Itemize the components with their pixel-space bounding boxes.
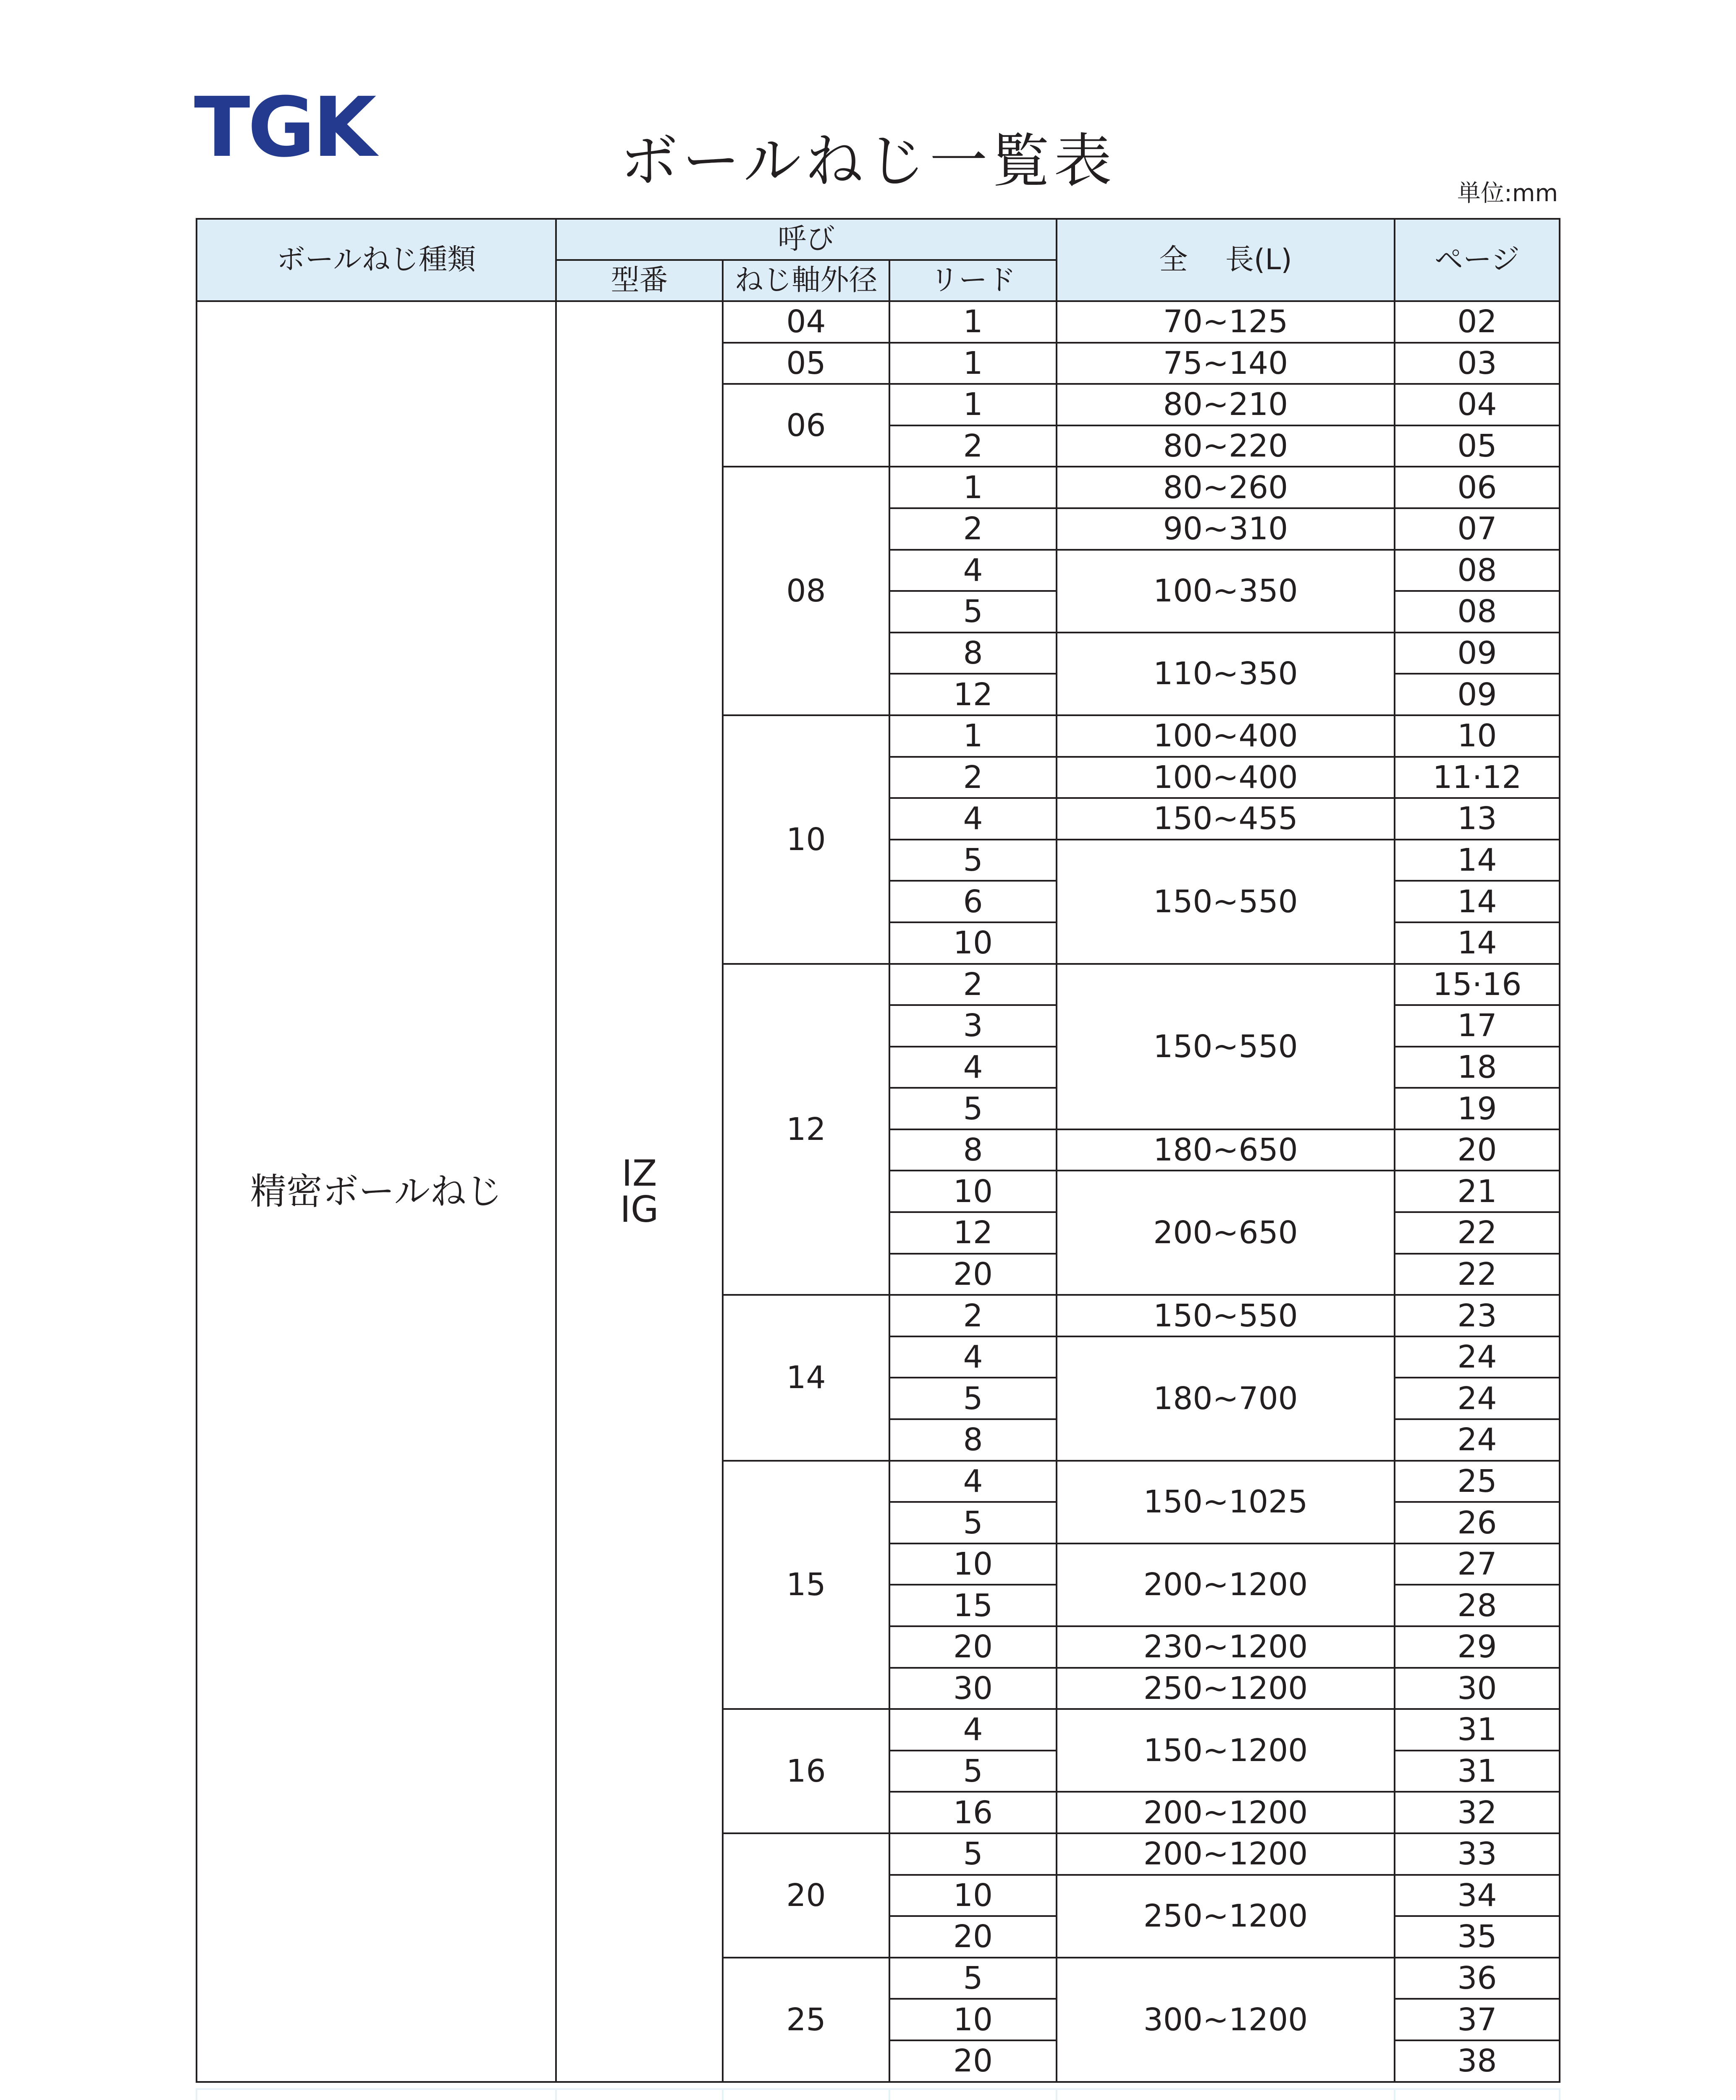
header-page: ページ xyxy=(1395,219,1560,301)
gap-cell xyxy=(889,2089,1057,2100)
lead-cell: 5 xyxy=(889,1751,1057,1792)
page-cell: 17 xyxy=(1395,1005,1560,1047)
lead-cell: 3 xyxy=(889,1005,1057,1047)
length-cell: 100~400 xyxy=(1057,757,1395,798)
page-cell: 26 xyxy=(1395,1502,1560,1544)
gap-cell xyxy=(1395,2089,1560,2100)
lead-cell: 5 xyxy=(889,1958,1057,1999)
lead-cell: 4 xyxy=(889,1336,1057,1378)
page-cell: 05 xyxy=(1395,425,1560,467)
diameter-cell: 20 xyxy=(723,1833,889,1958)
diameter-cell: 10 xyxy=(723,715,889,964)
page-cell: 09 xyxy=(1395,633,1560,674)
page-cell: 14 xyxy=(1395,881,1560,922)
header-type: ボールねじ種類 xyxy=(197,219,556,301)
length-cell: 180~650 xyxy=(1057,1129,1395,1171)
length-cell: 80~260 xyxy=(1057,467,1395,508)
diameter-cell: 14 xyxy=(723,1295,889,1460)
type-cell: 精密ボールねじ xyxy=(197,301,556,2082)
header-lead: リード xyxy=(889,260,1057,301)
length-cell: 250~1200 xyxy=(1057,1668,1395,1709)
lead-cell: 20 xyxy=(889,1626,1057,1668)
lead-cell: 20 xyxy=(889,2040,1057,2082)
length-cell: 200~1200 xyxy=(1057,1792,1395,1833)
diameter-cell: 15 xyxy=(723,1461,889,1709)
lead-cell: 2 xyxy=(889,964,1057,1005)
length-cell: 150~550 xyxy=(1057,964,1395,1129)
model-cell: IZ IG xyxy=(556,301,723,2082)
header-model: 型番 xyxy=(556,260,723,301)
page-cell: 30 xyxy=(1395,1668,1560,1709)
page-cell: 14 xyxy=(1395,840,1560,881)
lead-cell: 12 xyxy=(889,674,1057,715)
page-cell: 24 xyxy=(1395,1336,1560,1378)
page-cell: 38 xyxy=(1395,2040,1560,2082)
lead-cell: 4 xyxy=(889,1047,1057,1088)
length-cell: 300~1200 xyxy=(1057,1958,1395,2082)
page-cell: 06 xyxy=(1395,467,1560,508)
lead-cell: 2 xyxy=(889,757,1057,798)
page-cell: 22 xyxy=(1395,1212,1560,1254)
gap-cell xyxy=(1057,2089,1395,2100)
page-title: ボールねじ一覧表 xyxy=(620,127,1116,195)
page-cell: 24 xyxy=(1395,1378,1560,1419)
page-cell: 31 xyxy=(1395,1751,1560,1792)
lead-cell: 12 xyxy=(889,1212,1057,1254)
length-cell: 80~220 xyxy=(1057,425,1395,467)
page-cell: 24 xyxy=(1395,1419,1560,1461)
page-cell: 15·16 xyxy=(1395,964,1560,1005)
lead-cell: 1 xyxy=(889,715,1057,757)
diameter-cell: 06 xyxy=(723,384,889,467)
length-cell: 110~350 xyxy=(1057,633,1395,715)
header-length: 全 長(L) xyxy=(1057,219,1395,301)
table-row xyxy=(197,301,1560,343)
page-cell: 19 xyxy=(1395,1088,1560,1129)
length-cell: 250~1200 xyxy=(1057,1875,1395,1958)
lead-cell: 1 xyxy=(889,301,1057,343)
tgk-logo: TGK xyxy=(194,80,374,176)
table-gap xyxy=(196,2088,1560,2100)
diameter-cell: 08 xyxy=(723,467,889,715)
lead-cell: 4 xyxy=(889,550,1057,591)
length-cell: 150~550 xyxy=(1057,840,1395,964)
lead-cell: 1 xyxy=(889,384,1057,425)
lead-cell: 4 xyxy=(889,1709,1057,1751)
page-cell: 37 xyxy=(1395,1999,1560,2040)
page-cell: 25 xyxy=(1395,1461,1560,1502)
lead-cell: 5 xyxy=(889,1502,1057,1544)
gap-cell xyxy=(197,2089,556,2100)
length-cell: 200~1200 xyxy=(1057,1833,1395,1875)
page-cell: 08 xyxy=(1395,591,1560,633)
page-cell: 08 xyxy=(1395,550,1560,591)
page-cell: 03 xyxy=(1395,343,1560,384)
lead-cell: 16 xyxy=(889,1792,1057,1833)
lead-cell: 10 xyxy=(889,922,1057,964)
length-cell: 150~550 xyxy=(1057,1295,1395,1336)
diameter-cell: 12 xyxy=(723,964,889,1295)
ball-screw-rows xyxy=(197,301,1560,2082)
page-cell: 29 xyxy=(1395,1626,1560,1668)
page-cell: 20 xyxy=(1395,1129,1560,1171)
lead-cell: 5 xyxy=(889,591,1057,633)
unit-note: 単位:mm xyxy=(1457,180,1558,207)
page-cell: 04 xyxy=(1395,384,1560,425)
lead-cell: 4 xyxy=(889,1461,1057,1502)
page-cell: 21 xyxy=(1395,1171,1560,1212)
page-cell: 31 xyxy=(1395,1709,1560,1751)
lead-cell: 1 xyxy=(889,343,1057,384)
page-cell: 27 xyxy=(1395,1544,1560,1585)
length-cell: 150~1200 xyxy=(1057,1709,1395,1792)
lead-cell: 5 xyxy=(889,1378,1057,1419)
page-cell: 09 xyxy=(1395,674,1560,715)
lead-cell: 10 xyxy=(889,1171,1057,1212)
ball-screw-table xyxy=(196,218,1560,2083)
length-cell: 200~1200 xyxy=(1057,1544,1395,1626)
page-cell: 36 xyxy=(1395,1958,1560,1999)
lead-cell: 10 xyxy=(889,1999,1057,2040)
page-cell: 11·12 xyxy=(1395,757,1560,798)
diameter-cell: 04 xyxy=(723,301,889,343)
lead-cell: 6 xyxy=(889,881,1057,922)
page-cell: 14 xyxy=(1395,922,1560,964)
lead-cell: 1 xyxy=(889,467,1057,508)
lead-cell: 15 xyxy=(889,1585,1057,1626)
lead-cell: 8 xyxy=(889,633,1057,674)
lead-cell: 5 xyxy=(889,1088,1057,1129)
lead-cell: 10 xyxy=(889,1544,1057,1585)
page-cell: 07 xyxy=(1395,508,1560,550)
length-cell: 80~210 xyxy=(1057,384,1395,425)
length-cell: 75~140 xyxy=(1057,343,1395,384)
header-diameter: ねじ軸外径 xyxy=(723,260,889,301)
page-cell: 32 xyxy=(1395,1792,1560,1833)
gap-cell xyxy=(556,2089,723,2100)
page-cell: 34 xyxy=(1395,1875,1560,1916)
lead-cell: 8 xyxy=(889,1129,1057,1171)
page-cell: 02 xyxy=(1395,301,1560,343)
page-cell: 28 xyxy=(1395,1585,1560,1626)
lead-cell: 2 xyxy=(889,508,1057,550)
page-cell: 35 xyxy=(1395,1916,1560,1958)
diameter-cell: 25 xyxy=(723,1958,889,2082)
lead-cell: 30 xyxy=(889,1668,1057,1709)
gap-cell xyxy=(723,2089,889,2100)
lead-cell: 4 xyxy=(889,798,1057,840)
diameter-cell: 05 xyxy=(723,343,889,384)
diameter-cell: 16 xyxy=(723,1709,889,1833)
length-cell: 100~350 xyxy=(1057,550,1395,633)
page-cell: 23 xyxy=(1395,1295,1560,1336)
page-cell: 33 xyxy=(1395,1833,1560,1875)
length-cell: 200~650 xyxy=(1057,1171,1395,1295)
page-cell: 22 xyxy=(1395,1254,1560,1295)
page-cell: 13 xyxy=(1395,798,1560,840)
header-yobi: 呼び xyxy=(556,219,1057,260)
length-cell: 180~700 xyxy=(1057,1336,1395,1461)
length-cell: 70~125 xyxy=(1057,301,1395,343)
page-cell: 18 xyxy=(1395,1047,1560,1088)
lead-cell: 20 xyxy=(889,1916,1057,1958)
lead-cell: 2 xyxy=(889,425,1057,467)
lead-cell: 8 xyxy=(889,1419,1057,1461)
length-cell: 100~400 xyxy=(1057,715,1395,757)
lead-cell: 2 xyxy=(889,1295,1057,1336)
length-cell: 230~1200 xyxy=(1057,1626,1395,1668)
length-cell: 90~310 xyxy=(1057,508,1395,550)
lead-cell: 20 xyxy=(889,1254,1057,1295)
lead-cell: 10 xyxy=(889,1875,1057,1916)
lead-cell: 5 xyxy=(889,1833,1057,1875)
lead-cell: 5 xyxy=(889,840,1057,881)
length-cell: 150~1025 xyxy=(1057,1461,1395,1544)
page-cell: 10 xyxy=(1395,715,1560,757)
length-cell: 150~455 xyxy=(1057,798,1395,840)
